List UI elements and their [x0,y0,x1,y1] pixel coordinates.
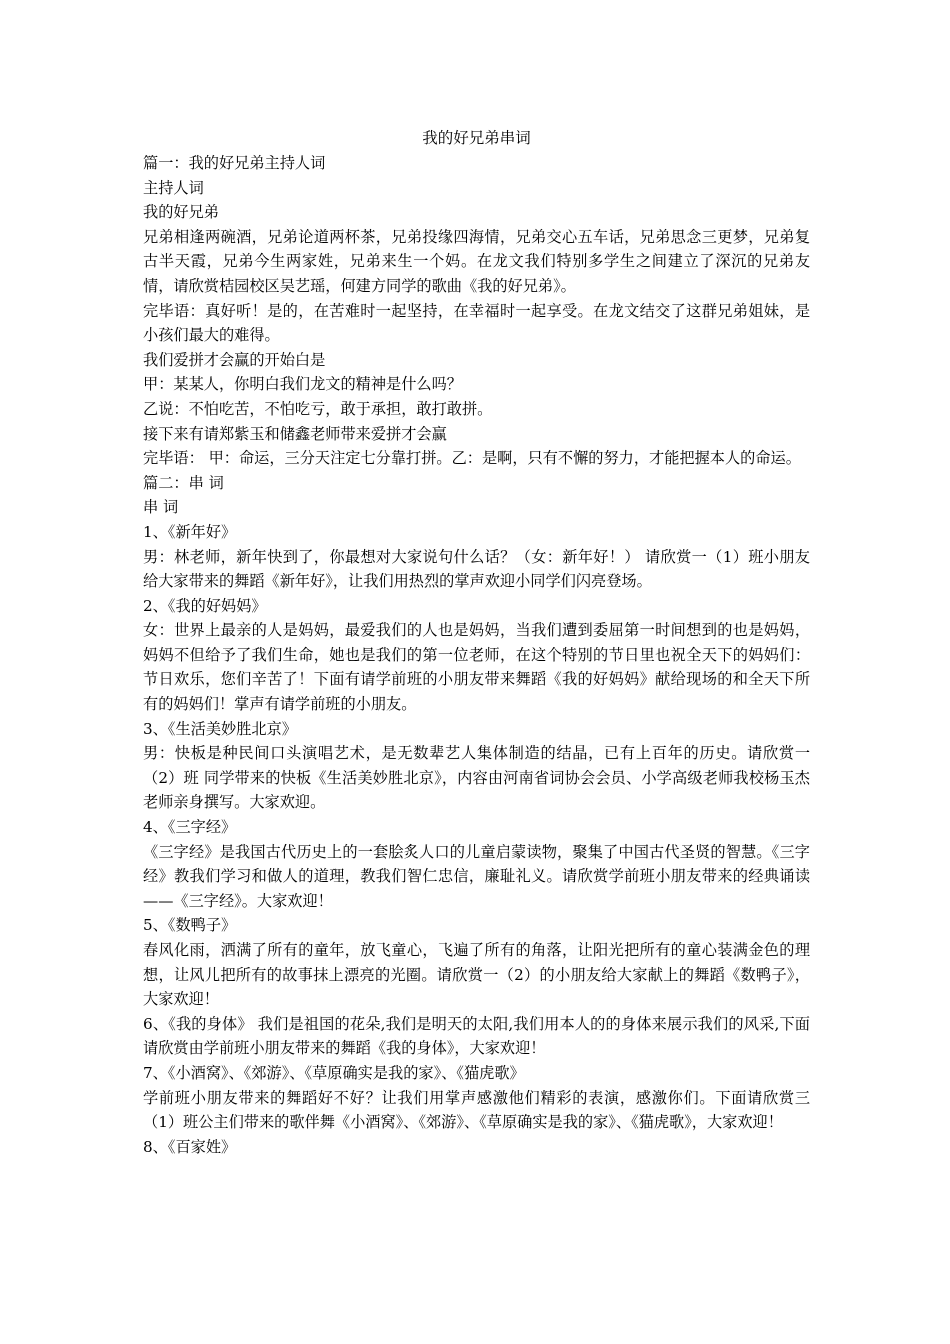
document-page [143,125,810,1159]
paragraph: 篇二：串 词 [143,473,224,492]
paragraph: 乙说：不怕吃苦，不怕吃亏，敢于承担，敢打敢拼。 [143,399,493,418]
paragraph: 《三字经》是我国古代历史上的一套脍炙人口的儿童启蒙读物，聚集了中国古代圣贤的智慧。《三字经》教我们学习和做人的道理，教我们智仁忠信，廉耻礼义。请欣赏学前班小朋友带来的经典诵读——《三字经》。大家欢迎！ [143,842,810,910]
paragraph: 3、《生活美妙胜北京》 [143,719,297,738]
document-body [143,151,810,1159]
paragraph: 篇一：我的好兄弟主持人词 [143,154,326,172]
paragraph: 6、《我的身体》 我们是祖国的花朵,我们是明天的太阳,我们用本人的的身体来展示我们的风采,下面请欣赏由学前班小朋友带来的舞蹈《我的身体》，大家欢迎！ [143,1014,810,1058]
paragraph: 5、《数鸭子》 [143,916,237,935]
paragraph: 完毕语： 甲：命运，三分天注定七分靠打拼。乙：是啊，只有不懈的努力，才能把握本人的命运。 [143,449,801,468]
paragraph: 甲：某某人，你明白我们龙文的精神是什么吗？ [143,375,462,394]
paragraph: 春风化雨，洒满了所有的童年，放飞童心，飞遍了所有的角落，让阳光把所有的童心装满金色的理想，让风儿把所有的故事抹上漂亮的光圈。请欣赏一（2）的小朋友给大家献上的舞蹈《数鸭子》，大家欢迎！ [143,941,810,1009]
paragraph: 主持人词 [143,178,204,197]
paragraph: 串 词 [143,498,179,517]
paragraph: 我们爱拼才会赢的开始白是 [143,350,326,369]
paragraph: 接下来有请郑紫玉和储鑫老师带来爱拼才会赢 [143,424,447,443]
paragraph: 兄弟相逢两碗酒，兄弟论道两杯茶，兄弟投缘四海情，兄弟交心五车话，兄弟思念三更梦，兄弟复古半天霞，兄弟今生两家姓，兄弟来生一个妈。在龙文我们特别多学生之间建立了深沉的兄弟友情，请欣赏桔园校区吴艺瑶，何建方同学的歌曲《我的好兄弟》。 [143,227,810,295]
paragraph: 1、《新年好》 [143,522,237,541]
paragraph: 女：世界上最亲的人是妈妈，最爱我们的人也是妈妈，当我们遭到委屈第一时间想到的也是妈妈，妈妈不但给予了我们生命，她也是我们的第一位老师，在这个特别的节日里也祝全天下的妈妈们：节日欢乐，您们辛苦了！下面有请学前班的小朋友带来舞蹈《我的好妈妈》献给现场的和全天下所有的妈妈们！掌声有请学前班的小朋友。 [143,621,810,714]
paragraph: 学前班小朋友带来的舞蹈好不好？让我们用掌声感激他们精彩的表演，感激你们。下面请欣赏三（1）班公主们带来的歌伴舞《小酒窝》、《郊游》、《草原确实是我的家》、《猫虎歌》，大家欢迎！ [143,1088,810,1132]
document-title: 我的好兄弟串词 [422,129,531,147]
paragraph: 4、《三字经》 [143,818,237,837]
paragraph: 完毕语：真好听！是的，在苦难时一起坚持，在幸福时一起享受。在龙文结交了这群兄弟姐妹，是小孩们最大的难得。 [143,301,810,345]
paragraph: 8、《百家姓》 [143,1137,237,1156]
paragraph: 男：快板是种民间口头演唱艺术，是无数辈艺人集体制造的结晶，已有上百年的历史。请欣赏一（2）班 同学带来的快板《生活美妙胜北京》，内容由河南省词协会会员、小学高级老师我校杨玉杰老师亲身撰写。大家欢迎。 [143,744,810,812]
paragraph: 2、《我的好妈妈》 [143,596,267,615]
paragraph: 7、《小酒窝》、《郊游》、《草原确实是我的家》、《猫虎歌》 [143,1063,525,1082]
paragraph: 男：林老师，新年快到了，你最想对大家说句什么话？（女：新年好！） 请欣赏一（1）班小朋友给大家带来的舞蹈《新年好》，让我们用热烈的掌声欢迎小同学们闪亮登场。 [143,547,810,591]
paragraph: 我的好兄弟 [143,203,219,222]
